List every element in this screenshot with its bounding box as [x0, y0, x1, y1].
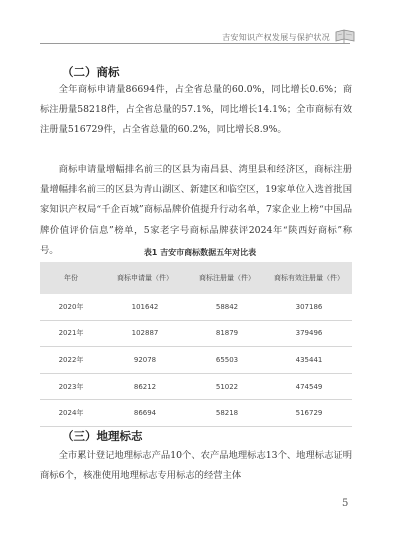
- trademark-data-table: [40, 262, 352, 427]
- table-cell: 2022年: [40, 347, 102, 374]
- table-cell: 2021年: [40, 320, 102, 347]
- table-cell: 102887: [102, 320, 188, 347]
- table-cell: 58218: [188, 400, 266, 427]
- table-cell: 435441: [266, 347, 352, 374]
- trademark-paragraph-1: 全年商标申请量86694件，占全省总量的60.0%，同比增长0.6%；商标注册量58218件，占全省总量的57.1%，同比增长14.1%；全市商标有效注册量516729件，占全省总量的60.2%，同比增长8.9%。: [40, 84, 352, 136]
- table-cell: 101642: [102, 294, 188, 320]
- column-header-applications: 商标申请量（件）: [102, 262, 188, 294]
- table-cell: 92078: [102, 347, 188, 374]
- table-cell: 474549: [266, 373, 352, 400]
- header-rule: [40, 43, 350, 44]
- table-caption: 表1 吉安市商标数据五年对比表: [143, 248, 257, 257]
- table-cell: 379496: [266, 320, 352, 347]
- running-header-title: 吉安知识产权发展与保护状况: [222, 33, 330, 42]
- table-row: [40, 347, 352, 374]
- table-cell: 2020年: [40, 294, 102, 320]
- geographical-indication-paragraph: 全市累计登记地理标志产品10个、农产品地理标志13个、地理标志证明商标6个，核准使用地理标志专用标志的经营主体: [40, 450, 352, 482]
- table-cell: 86694: [102, 400, 188, 427]
- table-row: [40, 373, 352, 400]
- table-cell: 2024年: [40, 400, 102, 427]
- table-cell: 58842: [188, 294, 266, 320]
- trademark-paragraph-2: 商标申请量增幅排名前三的区县为南昌县、湾里县和经济区，商标注册量增幅排名前三的区县为青山湖区、新建区和临空区，19家单位入选首批国家知识产权局“千企百城”商标品牌价值提升行动名单，7家企业上榜“中国品牌价值评价信息”榜单，5家老字号商标品牌获评2024年“陕西好商标”称号。: [40, 164, 352, 256]
- table-header-row: [40, 262, 352, 294]
- table-cell: 65503: [188, 347, 266, 374]
- table-cell: 81879: [188, 320, 266, 347]
- table-cell: 307186: [266, 294, 352, 320]
- table-row: [40, 294, 352, 320]
- table-cell: 2023年: [40, 373, 102, 400]
- column-header-registrations: 商标注册量（件）: [188, 262, 266, 294]
- section-title-geographical-indication: （三）地理标志: [62, 429, 143, 443]
- table-row: [40, 400, 352, 427]
- table-cell: 516729: [266, 400, 352, 427]
- table-cell: 51022: [188, 373, 266, 400]
- table-cell: 86212: [102, 373, 188, 400]
- column-header-year: 年份: [40, 262, 102, 294]
- section-title-trademark: （二）商标: [62, 65, 120, 79]
- column-header-valid-registrations: 商标有效注册量（件）: [266, 262, 352, 294]
- table-row: [40, 320, 352, 347]
- page-number: 5: [342, 498, 349, 509]
